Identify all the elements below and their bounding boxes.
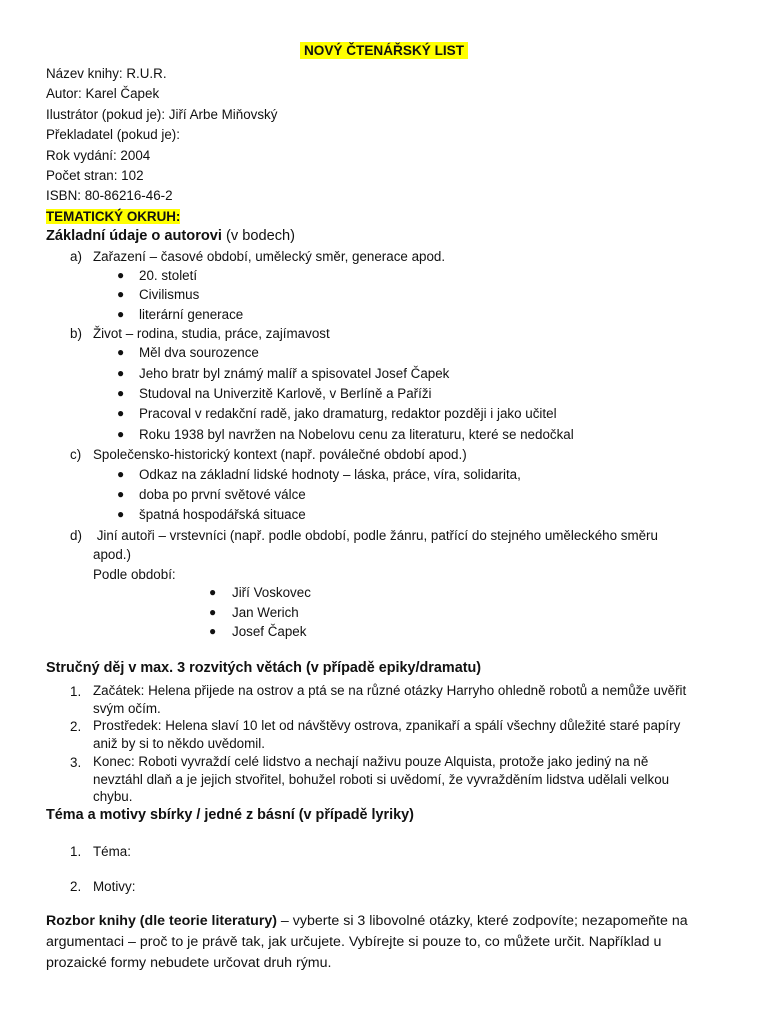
bullet-icon: ● (117, 487, 125, 501)
theme-heading: Téma a motivy sbírky / jedné z básní (v případě lyriky) (46, 807, 414, 823)
list-item: doba po první světové válce (139, 487, 306, 502)
list-item: Jeho bratr byl známý malíř a spisovatel Josef Čapek (139, 366, 450, 381)
list-item: Pracoval v redakční radě, jako dramaturg, redaktor později i jako učitel (139, 406, 557, 421)
plot-num-2: 2. (70, 719, 82, 734)
list-label-c: c) (70, 447, 82, 462)
meta-pages: Počet stran: 102 (46, 167, 144, 183)
sub-label: Podle období: (93, 567, 176, 582)
meta-year: Rok vydání: 2004 (46, 147, 151, 163)
bullet-icon: ● (117, 386, 125, 400)
bullet-icon: ● (117, 307, 125, 321)
author-section-heading: Základní údaje o autorovi (v bodech) (46, 228, 295, 244)
meta-illustrator: Ilustrátor (pokud je): Jiří Arbe Miňovský (46, 106, 278, 122)
list-label-d: d) (70, 528, 82, 543)
bullet-icon: ● (117, 507, 125, 521)
list-item: Civilismus (139, 287, 200, 302)
theme-item-motifs: Motivy: (93, 879, 136, 894)
list-item: Jan Werich (232, 605, 299, 620)
list-label-a: a) (70, 249, 82, 264)
list-item-d: Jiní autoři – vrstevníci (např. podle období, podle žánru, patřící do stejného uměleckého směru (93, 528, 658, 543)
list-item: Měl dva sourozence (139, 345, 259, 360)
bullet-icon: ● (117, 427, 125, 441)
meta-isbn: ISBN: 80-86216-46-2 (46, 188, 173, 204)
list-item: Jiří Voskovec (232, 585, 311, 600)
plot-num-1: 1. (70, 684, 82, 699)
list-item: literární generace (139, 307, 244, 322)
bullet-icon: ● (209, 624, 217, 638)
bullet-icon: ● (117, 467, 125, 481)
list-item: Odkaz na základní lidské hodnoty – láska, práce, víra, solidarita, (139, 467, 521, 482)
bullet-icon: ● (117, 406, 125, 420)
plot-num-3: 3. (70, 755, 82, 770)
theme-item-topic: Téma: (93, 844, 131, 859)
book-metadata (46, 64, 277, 207)
bullet-icon: ● (117, 366, 125, 380)
document-title: NOVÝ ČTENÁŘSKÝ LIST (0, 41, 768, 61)
list-item: 20. století (139, 268, 198, 283)
list-item: Roku 1938 byl navržen na Nobelovu cenu za literaturu, které se nedočkal (139, 427, 574, 442)
bullet-icon: ● (117, 345, 125, 359)
meta-translator: Překladatel (pokud je): (46, 127, 180, 143)
bullet-icon: ● (209, 605, 217, 619)
topic-heading: TEMATICKÝ OKRUH: (46, 209, 181, 224)
theme-num-1: 1. (70, 844, 82, 859)
list-item-b: Život – rodina, studia, práce, zajímavost (93, 326, 330, 341)
plot-heading: Stručný děj v max. 3 rozvitých větách (v případě epiky/dramatu) (46, 660, 482, 676)
list-item-d-cont: apod.) (93, 547, 131, 562)
analysis-paragraph: Rozbor knihy (dle teorie literatury) – vyberte si 3 libovolné otázky, které zodpovíte; nezapomeňte na argumentaci – proč to je právě tak, jak určujete. Vybírejte si pouze to, co můžete určit. Například u prozaické formy nebudete určovat druh rýmu. (46, 913, 688, 971)
meta-title: Název knihy: R.U.R. (46, 66, 167, 81)
list-item: špatná hospodářská situace (139, 507, 306, 522)
list-item-c: Společensko-historický kontext (např. poválečné období apod.) (93, 447, 467, 462)
meta-author: Autor: Karel Čapek (46, 86, 160, 102)
plot-item-3: Konec: Roboti vyvraždí celé lidstvo a nechají naživu pouze Alquista, protože jako jediný na ně nevztáhl dlaň a je jejich stvořitel, bohužel roboti si uvědomí, že vyvražděním lidstva udělali velkou chybu. (93, 754, 670, 805)
list-label-b: b) (70, 326, 82, 341)
bullet-icon: ● (117, 268, 125, 282)
list-item: Studoval na Univerzitě Karlově, v Berlíně a Paříži (139, 386, 432, 401)
bullet-icon: ● (209, 585, 217, 599)
plot-item-1: Začátek: Helena přijede na ostrov a ptá se na různé otázky Harryho ohledně robotů a nemůže uvěřit svým očím. (93, 683, 687, 716)
plot-item-2: Prostředek: Helena slaví 10 let od návštěvy ostrova, zpanikaří a spálí všechny důležité staré papíry aniž by si to někdo uvědomil. (93, 718, 681, 751)
bullet-icon: ● (117, 287, 125, 301)
list-item: Josef Čapek (232, 624, 307, 639)
theme-num-2: 2. (70, 879, 82, 894)
list-item-a: Zařazení – časové období, umělecký směr, generace apod. (93, 249, 446, 264)
